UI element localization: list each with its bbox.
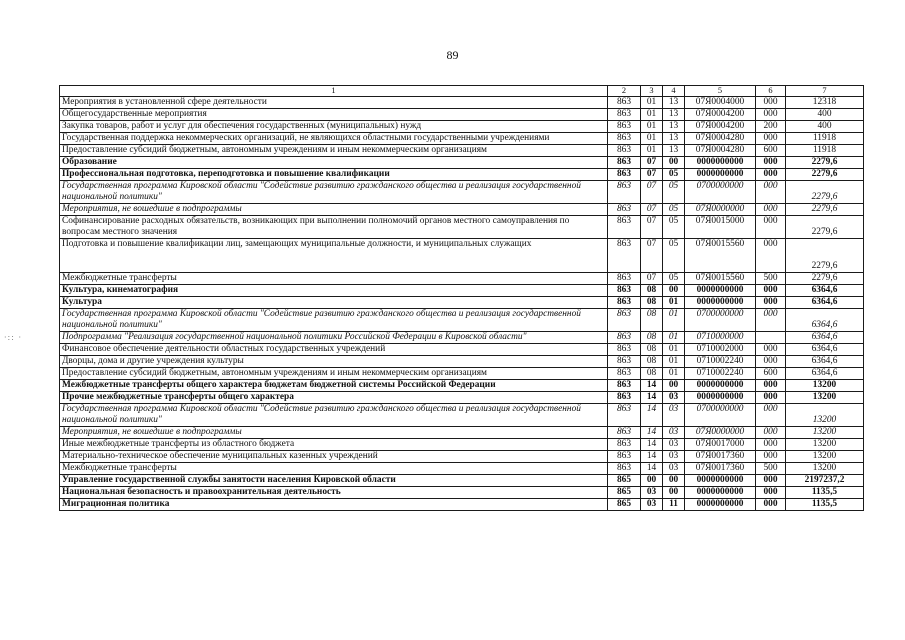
- cell-amount: 6364,6: [786, 332, 864, 344]
- cell-subsection: 00: [663, 285, 685, 297]
- cell-section: 08: [641, 356, 663, 368]
- cell-amount: 2279,6: [786, 181, 864, 204]
- cell-subsection: 05: [663, 273, 685, 285]
- table-row: [60, 145, 864, 157]
- cell-amount: 11918: [786, 133, 864, 145]
- cell-ministry-code: 863: [608, 380, 641, 392]
- table-row: [60, 427, 864, 439]
- cell-section: 08: [641, 368, 663, 380]
- cell-subsection: 01: [663, 309, 685, 332]
- table-body: [60, 86, 864, 511]
- cell-subsection: 13: [663, 97, 685, 109]
- cell-subsection: 11: [663, 499, 685, 511]
- cell-expense-type: 000: [756, 380, 786, 392]
- cell-target-article: 0700000000: [685, 309, 756, 332]
- cell-expense-type: 000: [756, 487, 786, 499]
- row-name: Государственная программа Кировской области "Содействие развитию гражданского общества и реализация государственной национальной политики": [60, 181, 608, 204]
- cell-subsection: 03: [663, 392, 685, 404]
- cell-expense-type: 000: [756, 297, 786, 309]
- cell-expense-type: 000: [756, 157, 786, 169]
- table-row: [60, 475, 864, 487]
- cell-subsection: 13: [663, 109, 685, 121]
- cell-section: 07: [641, 273, 663, 285]
- row-name: Образование: [60, 157, 608, 169]
- cell-ministry-code: 863: [608, 368, 641, 380]
- cell-section: 07: [641, 239, 663, 273]
- cell-amount: 6364,6: [786, 344, 864, 356]
- cell-expense-type: 500: [756, 463, 786, 475]
- cell-subsection: 01: [663, 356, 685, 368]
- column-header: 1: [60, 86, 608, 97]
- cell-expense-type: 500: [756, 273, 786, 285]
- row-name: Финансовое обеспечение деятельности областных государственных учреждений: [60, 344, 608, 356]
- row-name: Софинансирование расходных обязательств, возникающих при выполнении полномочий органов местного самоуправления по вопросам местного значения: [60, 216, 608, 239]
- cell-expense-type: 000: [756, 133, 786, 145]
- row-name: Подготовка и повышение квалификации лиц, замещающих муниципальные должности, и муниципальных служащих: [60, 239, 608, 273]
- cell-expense-type: 200: [756, 121, 786, 133]
- cell-section: 07: [641, 204, 663, 216]
- column-header: 2: [608, 86, 641, 97]
- cell-subsection: 05: [663, 216, 685, 239]
- budget-table: [59, 85, 864, 511]
- cell-subsection: 13: [663, 133, 685, 145]
- table-row: [60, 499, 864, 511]
- cell-section: 01: [641, 109, 663, 121]
- cell-amount: 6364,6: [786, 297, 864, 309]
- cell-section: 14: [641, 392, 663, 404]
- cell-subsection: 00: [663, 157, 685, 169]
- cell-ministry-code: 863: [608, 239, 641, 273]
- cell-section: 08: [641, 309, 663, 332]
- cell-amount: 2197237,2: [786, 475, 864, 487]
- cell-subsection: 05: [663, 239, 685, 273]
- cell-target-article: 0700000000: [685, 404, 756, 427]
- table-row: [60, 133, 864, 145]
- cell-amount: 1135,5: [786, 487, 864, 499]
- cell-section: 01: [641, 121, 663, 133]
- cell-amount: 6364,6: [786, 368, 864, 380]
- cell-expense-type: 000: [756, 181, 786, 204]
- cell-amount: 11918: [786, 145, 864, 157]
- table-row: [60, 404, 864, 427]
- cell-target-article: 07Я0004200: [685, 121, 756, 133]
- cell-subsection: 13: [663, 145, 685, 157]
- cell-ministry-code: 863: [608, 344, 641, 356]
- table-row: [60, 356, 864, 368]
- cell-subsection: 01: [663, 332, 685, 344]
- cell-target-article: 0000000000: [685, 487, 756, 499]
- row-name: Национальная безопасность и правоохранительная деятельность: [60, 487, 608, 499]
- table-row: [60, 157, 864, 169]
- table-row: [60, 297, 864, 309]
- cell-target-article: 07Я0000000: [685, 204, 756, 216]
- row-name: Подпрограмма "Реализация государственной национальной политики Российской Федерации в Кировской области": [60, 332, 608, 344]
- cell-section: 03: [641, 499, 663, 511]
- table-row: [60, 332, 864, 344]
- cell-expense-type: [756, 332, 786, 344]
- cell-amount: 13200: [786, 427, 864, 439]
- cell-target-article: 0000000000: [685, 499, 756, 511]
- table-row: [60, 273, 864, 285]
- cell-ministry-code: 863: [608, 356, 641, 368]
- cell-section: 08: [641, 344, 663, 356]
- table-row: [60, 451, 864, 463]
- table-row: [60, 380, 864, 392]
- row-name: Межбюджетные трансферты: [60, 273, 608, 285]
- row-name: Прочие межбюджетные трансферты общего характера: [60, 392, 608, 404]
- cell-section: 00: [641, 475, 663, 487]
- table-row: [60, 181, 864, 204]
- cell-subsection: 01: [663, 344, 685, 356]
- cell-amount: 12318: [786, 97, 864, 109]
- cell-target-article: 07Я0004280: [685, 145, 756, 157]
- cell-amount: 6364,6: [786, 356, 864, 368]
- cell-subsection: 00: [663, 487, 685, 499]
- cell-subsection: 03: [663, 427, 685, 439]
- cell-target-article: 0710002240: [685, 356, 756, 368]
- cell-expense-type: 000: [756, 356, 786, 368]
- cell-expense-type: 000: [756, 309, 786, 332]
- margin-mark: ·:: ·: [4, 333, 23, 342]
- page-number: 89: [446, 48, 459, 62]
- cell-ministry-code: 863: [608, 157, 641, 169]
- cell-section: 08: [641, 285, 663, 297]
- column-header: 7: [786, 86, 864, 97]
- cell-target-article: 07Я0004280: [685, 133, 756, 145]
- cell-expense-type: 600: [756, 145, 786, 157]
- row-name: Иные межбюджетные трансферты из областного бюджета: [60, 439, 608, 451]
- cell-target-article: 0000000000: [685, 380, 756, 392]
- cell-expense-type: 000: [756, 392, 786, 404]
- cell-amount: 13200: [786, 392, 864, 404]
- cell-amount: 13200: [786, 404, 864, 427]
- cell-amount: 400: [786, 121, 864, 133]
- cell-target-article: 0000000000: [685, 392, 756, 404]
- cell-ministry-code: 863: [608, 439, 641, 451]
- cell-ministry-code: 863: [608, 109, 641, 121]
- cell-ministry-code: 865: [608, 487, 641, 499]
- cell-section: 08: [641, 297, 663, 309]
- cell-target-article: 0710000000: [685, 332, 756, 344]
- cell-amount: 13200: [786, 380, 864, 392]
- cell-ministry-code: 863: [608, 297, 641, 309]
- cell-ministry-code: 863: [608, 145, 641, 157]
- cell-target-article: 07Я0000000: [685, 427, 756, 439]
- cell-section: 07: [641, 216, 663, 239]
- cell-target-article: 0710002000: [685, 344, 756, 356]
- cell-amount: 13200: [786, 463, 864, 475]
- row-name: Предоставление субсидий бюджетным, автономным учреждениям и иным некоммерческим организациям: [60, 145, 608, 157]
- cell-target-article: 0710002240: [685, 368, 756, 380]
- row-name: Закупка товаров, работ и услуг для обеспечения государственных (муниципальных) нужд: [60, 121, 608, 133]
- cell-target-article: 07Я0015560: [685, 239, 756, 273]
- cell-expense-type: 000: [756, 439, 786, 451]
- cell-section: 14: [641, 463, 663, 475]
- cell-target-article: 07Я0017360: [685, 463, 756, 475]
- cell-subsection: 05: [663, 181, 685, 204]
- cell-ministry-code: 863: [608, 285, 641, 297]
- cell-section: 14: [641, 404, 663, 427]
- cell-subsection: 01: [663, 297, 685, 309]
- cell-amount: 2279,6: [786, 204, 864, 216]
- cell-target-article: 07Я0015560: [685, 273, 756, 285]
- cell-target-article: 07Я0017000: [685, 439, 756, 451]
- cell-subsection: 05: [663, 169, 685, 181]
- row-name: Культура: [60, 297, 608, 309]
- cell-expense-type: 000: [756, 427, 786, 439]
- cell-target-article: 07Я0015000: [685, 216, 756, 239]
- cell-expense-type: 000: [756, 285, 786, 297]
- cell-ministry-code: 863: [608, 273, 641, 285]
- table-row: [60, 121, 864, 133]
- table-row: [60, 169, 864, 181]
- cell-expense-type: 000: [756, 169, 786, 181]
- cell-section: 14: [641, 427, 663, 439]
- cell-section: 01: [641, 97, 663, 109]
- table-row: [60, 239, 864, 273]
- cell-section: 07: [641, 169, 663, 181]
- cell-section: 14: [641, 380, 663, 392]
- table-row: [60, 487, 864, 499]
- cell-ministry-code: 863: [608, 463, 641, 475]
- cell-expense-type: 000: [756, 451, 786, 463]
- cell-target-article: 0000000000: [685, 475, 756, 487]
- cell-subsection: 03: [663, 463, 685, 475]
- cell-expense-type: 000: [756, 475, 786, 487]
- cell-amount: 1135,5: [786, 499, 864, 511]
- cell-subsection: 01: [663, 368, 685, 380]
- cell-target-article: 07Я0017360: [685, 451, 756, 463]
- cell-target-article: 0000000000: [685, 169, 756, 181]
- cell-ministry-code: 863: [608, 204, 641, 216]
- cell-section: 07: [641, 181, 663, 204]
- cell-expense-type: 000: [756, 97, 786, 109]
- cell-ministry-code: 863: [608, 181, 641, 204]
- cell-amount: 2279,6: [786, 169, 864, 181]
- cell-subsection: 03: [663, 451, 685, 463]
- cell-ministry-code: 863: [608, 97, 641, 109]
- row-name: Культура, кинематография: [60, 285, 608, 297]
- cell-target-article: 07Я0004000: [685, 97, 756, 109]
- cell-amount: 13200: [786, 439, 864, 451]
- table-row: [60, 463, 864, 475]
- cell-ministry-code: 865: [608, 475, 641, 487]
- cell-amount: 6364,6: [786, 309, 864, 332]
- cell-target-article: 0700000000: [685, 181, 756, 204]
- row-name: Дворцы, дома и другие учреждения культуры: [60, 356, 608, 368]
- cell-target-article: 07Я0004200: [685, 109, 756, 121]
- cell-amount: 6364,6: [786, 285, 864, 297]
- cell-ministry-code: 863: [608, 121, 641, 133]
- row-name: Мероприятия, не вошедшие в подпрограммы: [60, 427, 608, 439]
- cell-amount: 2279,6: [786, 157, 864, 169]
- cell-section: 14: [641, 439, 663, 451]
- cell-amount: 2279,6: [786, 216, 864, 239]
- row-name: Материально-техническое обеспечение муниципальных казенных учреждений: [60, 451, 608, 463]
- row-name: Миграционная политика: [60, 499, 608, 511]
- row-name: Предоставление субсидий бюджетным, автономным учреждениям и иным некоммерческим организациям: [60, 368, 608, 380]
- cell-ministry-code: 863: [608, 133, 641, 145]
- table-row: [60, 368, 864, 380]
- cell-subsection: 00: [663, 475, 685, 487]
- cell-ministry-code: 863: [608, 216, 641, 239]
- column-header: 6: [756, 86, 786, 97]
- cell-amount: 400: [786, 109, 864, 121]
- cell-section: 08: [641, 332, 663, 344]
- cell-target-article: 0000000000: [685, 297, 756, 309]
- cell-section: 07: [641, 157, 663, 169]
- cell-target-article: 0000000000: [685, 157, 756, 169]
- column-header: 4: [663, 86, 685, 97]
- table-row: [60, 344, 864, 356]
- column-header: 5: [685, 86, 756, 97]
- cell-section: 03: [641, 487, 663, 499]
- row-name: Мероприятия, не вошедшие в подпрограммы: [60, 204, 608, 216]
- header-row: [60, 86, 864, 97]
- cell-section: 14: [641, 451, 663, 463]
- cell-subsection: 03: [663, 404, 685, 427]
- cell-section: 01: [641, 133, 663, 145]
- row-name: Межбюджетные трансферты: [60, 463, 608, 475]
- cell-ministry-code: 863: [608, 309, 641, 332]
- table-row: [60, 392, 864, 404]
- cell-ministry-code: 863: [608, 332, 641, 344]
- cell-target-article: 0000000000: [685, 285, 756, 297]
- row-name: Мероприятия в установленной сфере деятельности: [60, 97, 608, 109]
- cell-subsection: 13: [663, 121, 685, 133]
- cell-subsection: 03: [663, 439, 685, 451]
- column-header: 3: [641, 86, 663, 97]
- row-name: Государственная программа Кировской области "Содействие развитию гражданского общества и реализация государственной национальной политики": [60, 309, 608, 332]
- row-name: Управление государственной службы занятости населения Кировской области: [60, 475, 608, 487]
- cell-ministry-code: 865: [608, 499, 641, 511]
- cell-expense-type: 000: [756, 344, 786, 356]
- row-name: Общегосударственные мероприятия: [60, 109, 608, 121]
- cell-expense-type: 000: [756, 204, 786, 216]
- cell-ministry-code: 863: [608, 451, 641, 463]
- cell-expense-type: 000: [756, 404, 786, 427]
- row-name: Государственная программа Кировской области "Содействие развитию гражданского общества и реализация государственной национальной политики": [60, 404, 608, 427]
- cell-expense-type: 000: [756, 109, 786, 121]
- table-row: [60, 309, 864, 332]
- cell-ministry-code: 863: [608, 169, 641, 181]
- row-name: Государственная поддержка некоммерческих организаций, не являющихся областными государственными учреждениями: [60, 133, 608, 145]
- cell-expense-type: 000: [756, 216, 786, 239]
- table-row: [60, 285, 864, 297]
- cell-subsection: 05: [663, 204, 685, 216]
- cell-amount: 2279,6: [786, 273, 864, 285]
- cell-ministry-code: 863: [608, 404, 641, 427]
- table-row: [60, 97, 864, 109]
- table-row: [60, 439, 864, 451]
- table-row: [60, 109, 864, 121]
- cell-ministry-code: 863: [608, 392, 641, 404]
- cell-section: 01: [641, 145, 663, 157]
- table-row: [60, 204, 864, 216]
- cell-expense-type: 000: [756, 499, 786, 511]
- cell-expense-type: 600: [756, 368, 786, 380]
- cell-subsection: 00: [663, 380, 685, 392]
- cell-ministry-code: 863: [608, 427, 641, 439]
- cell-expense-type: 000: [756, 239, 786, 273]
- cell-amount: 2279,6: [786, 239, 864, 273]
- cell-amount: 13200: [786, 451, 864, 463]
- row-name: Межбюджетные трансферты общего характера бюджетам бюджетной системы Российской Федерации: [60, 380, 608, 392]
- table-row: [60, 216, 864, 239]
- row-name: Профессиональная подготовка, переподготовка и повышение квалификации: [60, 169, 608, 181]
